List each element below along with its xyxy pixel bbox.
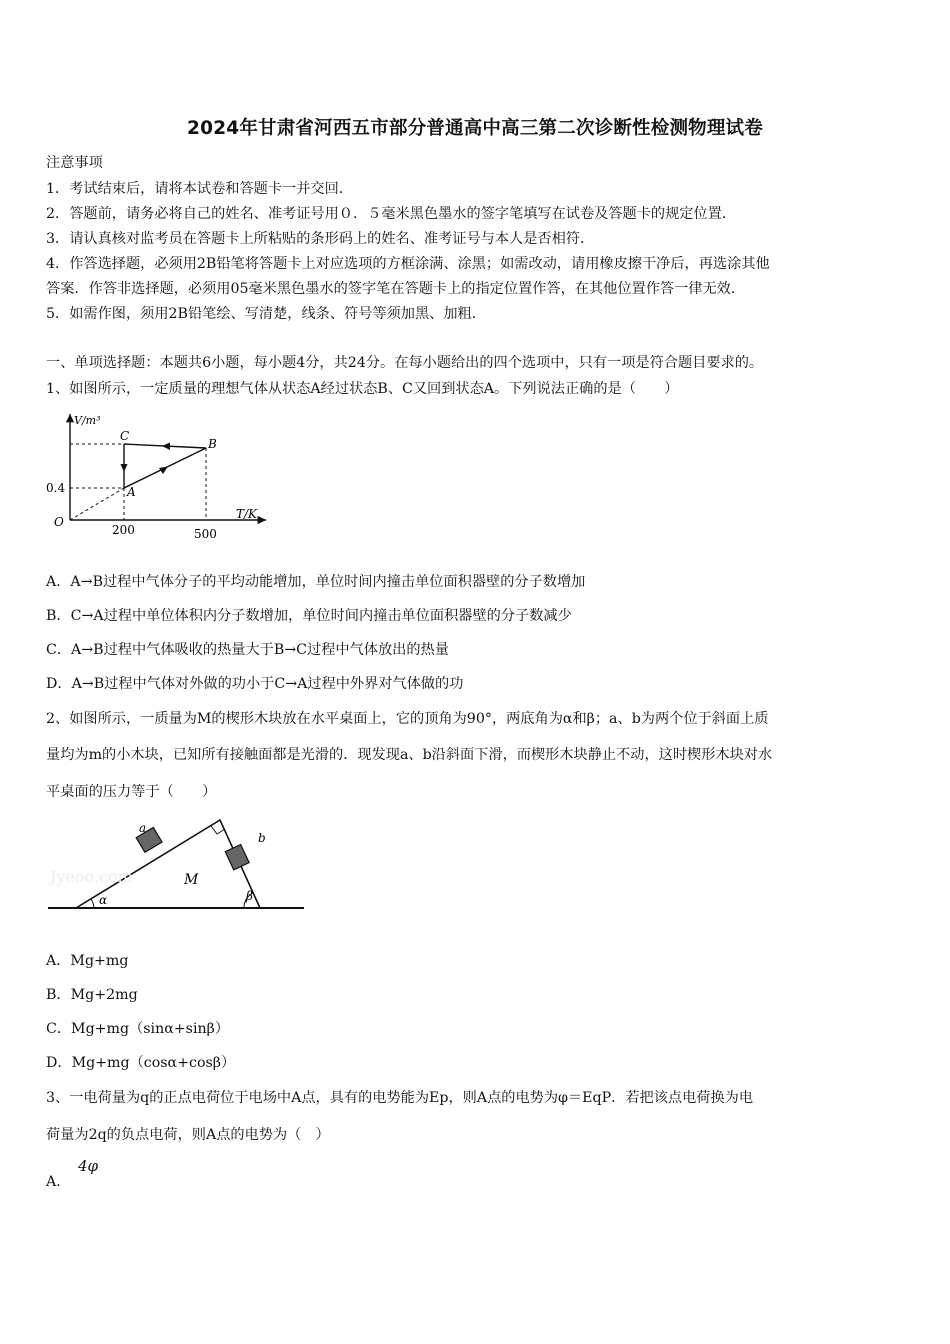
point-label: A: [127, 485, 136, 499]
notice-item: 2．答题前，请务必将自己的姓名、准考证号用０．５毫米黑色墨水的签字笔填写在试卷及答题卡的规定位置．: [46, 206, 737, 222]
point-label: B: [208, 437, 217, 451]
q3-option-a-value: 4φ: [78, 1157, 99, 1175]
origin-label: O: [54, 515, 64, 529]
q2-option: C．Mg+mg（sinα+sinβ）: [46, 1021, 230, 1037]
q1-option: A．A→B过程中气体分子的平均动能增加，单位时间内撞击单位面积器壁的分子数增加: [46, 574, 586, 590]
question-2-stem: 2、如图所示，一质量为M的楔形木块放在水平桌面上，它的顶角为90°，两底角为α和β；a、b为两个位于斜面上质: [46, 711, 769, 727]
notice-item: 4．作答选择题，必须用2B铅笔将答题卡上对应选项的方框涂满、涂黑；如需改动，请用橡皮擦干净后，再选涂其他: [46, 256, 770, 272]
label-b: b: [258, 831, 266, 845]
label-alpha: α: [99, 893, 108, 907]
watermark: Jyeoo.com: [50, 867, 133, 886]
block-b: [225, 845, 249, 870]
dashed-line-oa: [70, 488, 124, 520]
x-tick-label: 500: [194, 527, 217, 541]
q2-option: A．Mg+mg: [46, 953, 129, 969]
notice-item: 5．如需作图，须用2B铅笔绘、写清楚，线条、符号等须加黑、加粗．: [46, 306, 486, 322]
label-a: a: [139, 821, 147, 835]
q2-wedge-diagram: [44, 812, 308, 916]
y-axis-label: V/m³: [74, 414, 101, 427]
arrow-b-c: [162, 443, 170, 451]
question-2-stem: 量均为m的小木块，已知所有接触面都是光滑的．现发现a、b沿斜面下滑，而楔形木块静止不动，这时楔形木块对水: [46, 747, 773, 763]
notice-item: 3．请认真核对监考员在答题卡上所粘贴的条形码上的姓名、准考证号与本人是否相符．: [46, 231, 595, 247]
label-beta: β: [246, 889, 253, 903]
point-label: C: [120, 429, 130, 443]
notice-item: 1．考试结束后，请将本试卷和答题卡一并交回．: [46, 181, 353, 197]
notice-item: 答案．作答非选择题，必须用05毫米黑色墨水的签字笔在答题卡上的指定位置作答，在其他位置作答一律无效．: [46, 281, 746, 297]
page-title: 2024年甘肃省河西五市部分普通高中高三第二次诊断性检测物理试卷: [187, 118, 763, 139]
q2-option: B．Mg+2mg: [46, 987, 138, 1003]
x-tick-label: 200: [112, 523, 135, 537]
arrow-c-a: [121, 464, 128, 472]
question-2-stem: 平桌面的压力等于（ ）: [46, 784, 217, 800]
q1-option: D．A→B过程中气体对外做的功小于C→A过程中外界对气体做的功: [46, 676, 464, 692]
question-1-stem: 1、如图所示，一定质量的理想气体从状态A经过状态B、C又回到状态A。下列说法正确的是（ ）: [46, 381, 679, 397]
section-heading: 一、单项选择题：本题共6小题，每小题4分，共24分。在每小题给出的四个选项中，只有一项是符合题目要求的。: [46, 355, 764, 371]
q2-option: D．Mg+mg（cosα+cosβ）: [46, 1055, 236, 1071]
question-3-stem: 3、一电荷量为q的正点电荷位于电场中A点，具有的电势能为Ep，则A点的电势为φ＝EqP．若把该点电荷换为电: [46, 1090, 754, 1106]
label-m: M: [184, 872, 199, 888]
q1-vt-graph: [44, 408, 274, 544]
q1-option: C．A→B过程中气体吸收的热量大于B→C过程中气体放出的热量: [46, 642, 449, 658]
q3-option-a-label: A．: [46, 1174, 71, 1190]
y-tick-label: 0.4: [46, 481, 66, 495]
notice-heading: 注意事项: [46, 155, 103, 171]
q1-option: B．C→A过程中单位体积内分子数增加，单位时间内撞击单位面积器壁的分子数减少: [46, 608, 572, 624]
x-axis-label: T/K: [236, 507, 258, 521]
alpha-arc: [91, 899, 94, 908]
question-3-stem: 荷量为2q的负点电荷，则A点的电势为（ ）: [46, 1127, 330, 1143]
